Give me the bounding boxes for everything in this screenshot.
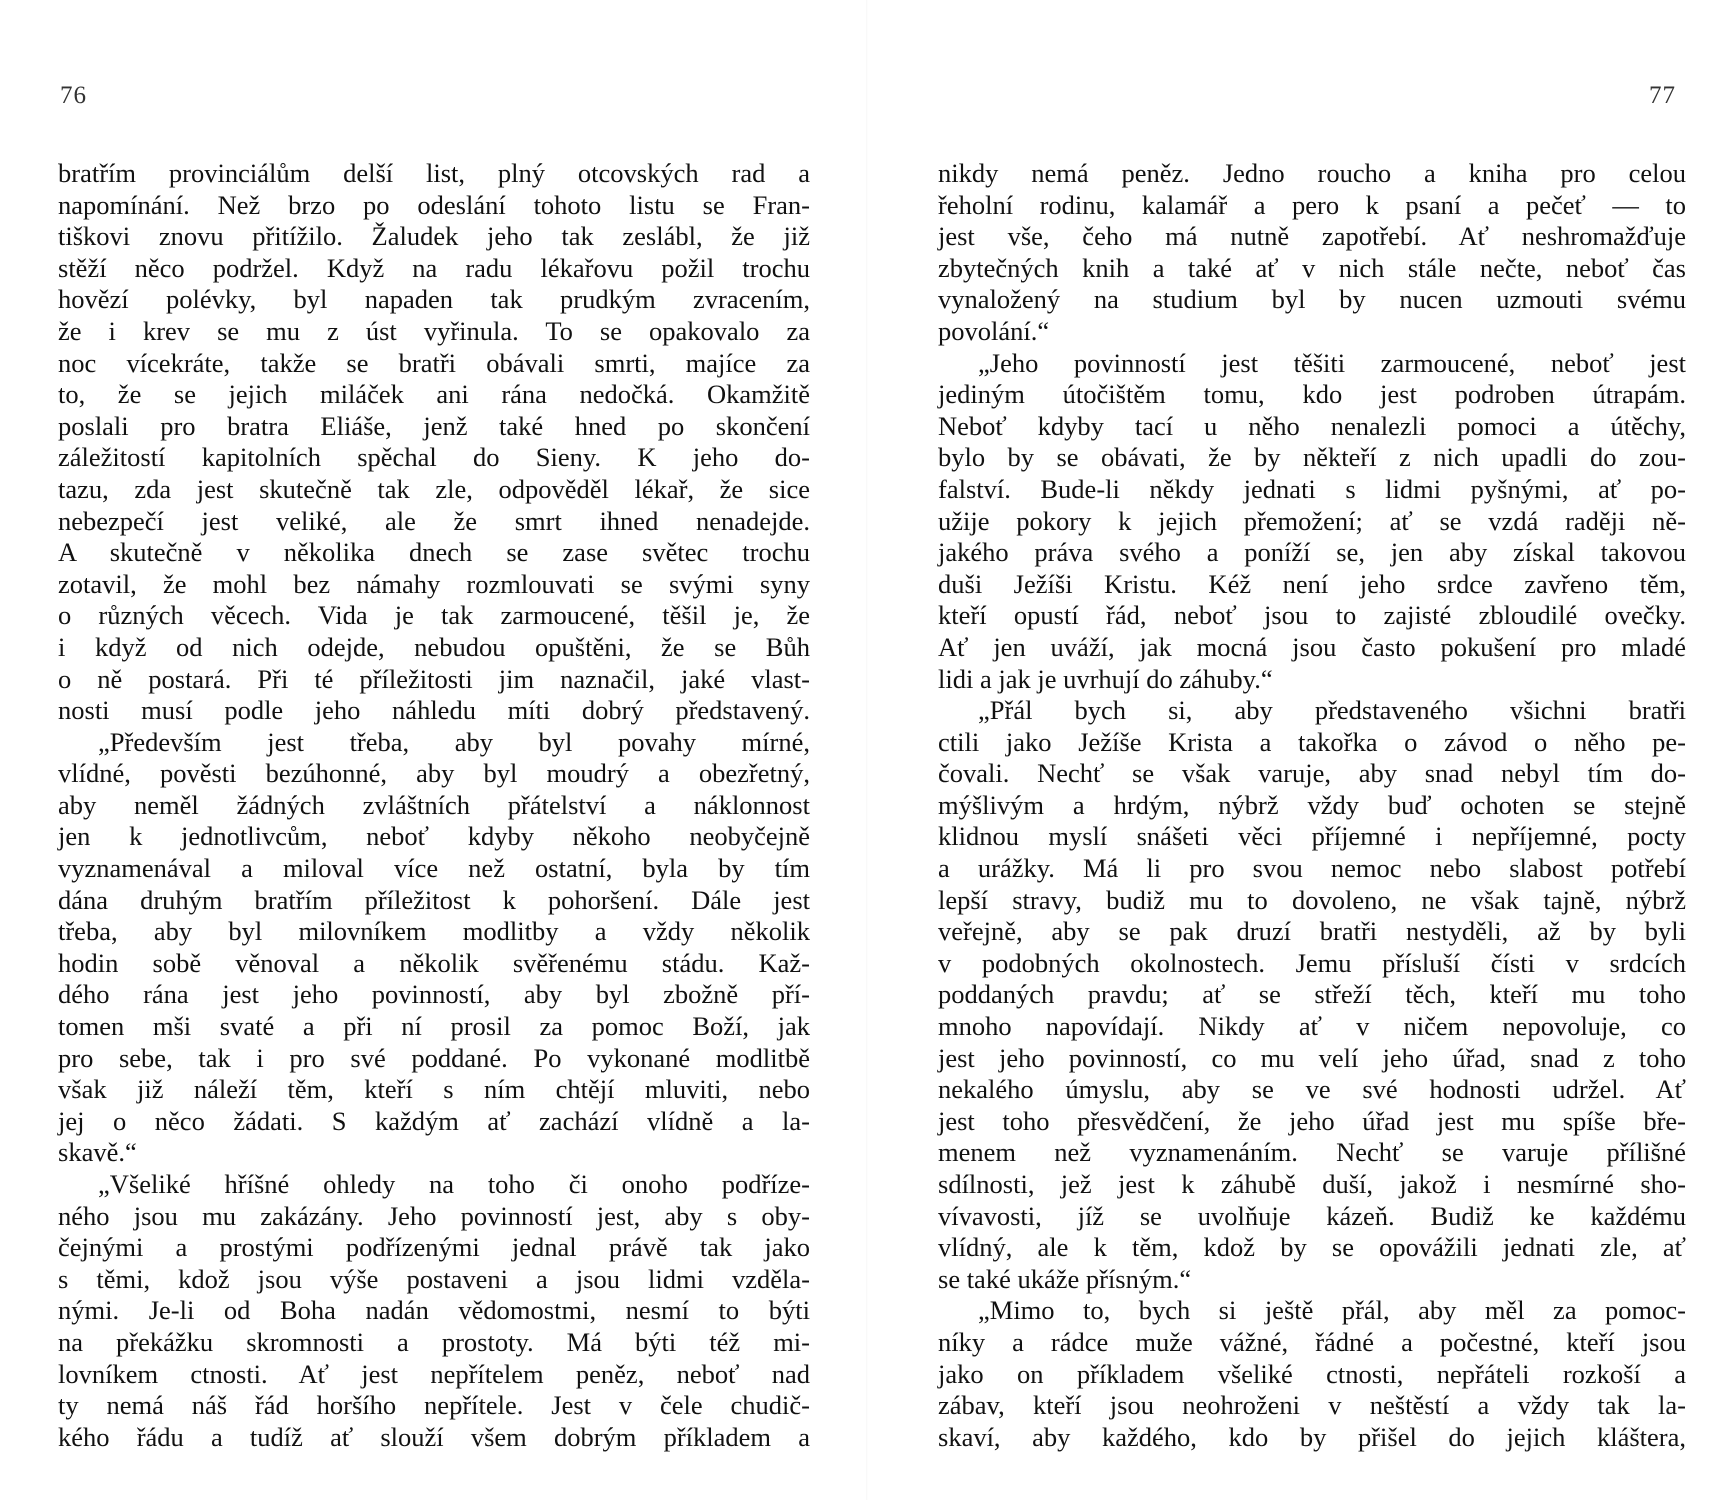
text-line: menem než vyznamenáním. Nechť se varuje přílišné — [938, 1137, 1686, 1168]
text-line: poddaných pravdu; ať se střeží těch, kteří mu toho — [938, 979, 1686, 1010]
text-line: Ať jen uváží, jak mocná jsou často pokušení pro mladé — [938, 631, 1686, 662]
right-page — [867, 0, 1734, 1500]
text-line: nekalého úmyslu, aby se ve své hodnosti udržel. Ať — [938, 1074, 1686, 1105]
text-line: jen k jednotlivcům, neboť kdyby někoho neobyčejně — [58, 821, 810, 852]
text-line: mýšlivým a hrdým, nýbrž vždy buď ochoten se stejně — [938, 789, 1686, 820]
text-line: dého rána jest jeho povinností, aby byl zbožně pří- — [58, 979, 810, 1010]
text-line: bratřím provinciálům delší list, plný otcovských rad a — [58, 158, 810, 188]
text-line: ty nemá náš řád horšího nepřítele. Jest v čele chudič- — [58, 1390, 810, 1421]
text-line: užije pokory k jejich přemožení; ať se vzdá raději ně- — [938, 505, 1686, 536]
text-line: nosti musí podle jeho náhledu míti dobrý představený. — [58, 695, 810, 726]
text-line: kteří opustí řád, neboť jsou to zajisté zbloudilé ovečky. — [938, 600, 1686, 631]
text-line: noc vícekráte, takže se bratři obávali smrti, majíce za — [58, 347, 810, 378]
text-line: ného jsou mu zakázány. Jeho povinností jest, aby s oby- — [58, 1200, 810, 1231]
text-line: poslali pro bratra Eliáše, jenž také hned po skončení — [58, 410, 810, 441]
text-line: „Přál bych si, aby představeného všichni bratři — [978, 695, 1686, 726]
text-line: veřejně, aby se pak druzí bratři nestyděli, až by byli — [938, 916, 1686, 947]
text-line: lepší stravy, budiž mu to dovoleno, ne však tajně, nýbrž — [938, 884, 1686, 915]
text-line: a urážky. Má li pro svou nemoc nebo slabost potřebí — [938, 853, 1686, 884]
text-line: pro sebe, tak i pro své poddané. Po vykonané modlitbě — [58, 1042, 810, 1073]
text-line: lovníkem ctnosti. Ať jest nepřítelem peněz, neboť nad — [58, 1358, 810, 1389]
text-line: „Především jest třeba, aby byl povahy mírné, — [98, 726, 810, 757]
text-line: povolání.“ — [938, 315, 1050, 346]
text-line: čejnými a prostými podřízenými jednal právě tak jako — [58, 1232, 810, 1263]
text-line: vyznamenával a miloval více než ostatní, byla by tím — [58, 853, 810, 884]
text-line: „Jeho povinností jest těšiti zarmoucené, neboť jest — [978, 347, 1686, 378]
text-line: jest vše, čeho má nutně zapotřebí. Ať neshromažďuje — [938, 221, 1686, 252]
text-line: „Všeliké hříšné ohledy na toho či onoho podříze- — [98, 1169, 810, 1199]
text-line: „Mimo to, bych si ještě přál, aby měl za pomoc- — [978, 1295, 1686, 1326]
text-line: to, že se jejich miláček ani rána nedočká. Okamžitě — [58, 379, 810, 410]
text-line: dána druhým bratřím příležitost k pohoršení. Dále jest — [58, 884, 810, 915]
text-line: jako on příkladem všeliké ctnosti, nepřáteli rozkoší a — [938, 1358, 1686, 1389]
text-line: že i krev se mu z úst vyřinula. To se opakovalo za — [58, 315, 810, 346]
text-line: se také ukáže přísným.“ — [938, 1263, 1192, 1294]
text-line: A skutečně v několika dnech se zase světec trochu — [58, 537, 810, 568]
text-line: zbytečných knih a také ať v nich stále nečte, neboť čas — [938, 252, 1686, 283]
text-line: vynaložený na studium byl by nucen uzmouti svému — [938, 284, 1686, 315]
text-line: v podobných okolnostech. Jemu přísluší čísti v srdcích — [938, 947, 1686, 978]
text-line: skavě.“ — [58, 1137, 137, 1168]
text-line: vívavosti, jíž se uvolňuje kázeň. Budiž ke každému — [938, 1200, 1686, 1231]
text-line: stěží něco podržel. Když na radu lékařovu požil trochu — [58, 252, 810, 283]
text-line: o ně postará. Při té příležitosti jim naznačil, jaké vlast- — [58, 663, 810, 694]
text-line: čovali. Nechť se však varuje, aby snad nebyl tím do- — [938, 758, 1686, 789]
text-line: skaví, aby každého, kdo by přišel do jejich kláštera, — [938, 1421, 1686, 1452]
text-line: ctili jako Ježíše Krista a takořka o závod o něho pe- — [938, 726, 1686, 757]
text-line: s těmi, kdož jsou výše postaveni a jsou lidmi vzděla- — [58, 1263, 810, 1294]
text-line: vlídný, ale k těm, kdož by se opovážili jednati zle, ať — [938, 1232, 1686, 1263]
text-line: nikdy nemá peněz. Jedno roucho a kniha pro celou — [938, 158, 1686, 188]
text-line: tomen mši svaté a při ní prosil za pomoc Boží, jak — [58, 1011, 810, 1042]
text-line: hodin sobě věnoval a několik svěřenému stádu. Kaž- — [58, 947, 810, 978]
right-page-text — [938, 158, 1686, 1453]
text-line: tiškovi znovu přitížilo. Žaludek jeho tak zeslábl, že již — [58, 221, 810, 252]
text-line: kého řádu a tudíž ať slouží všem dobrým příkladem a — [58, 1421, 810, 1452]
text-line: řeholní rodinu, kalamář a pero k psaní a pečeť — to — [938, 189, 1686, 220]
text-line: níky a rádce muže vážné, řádné a počestné, kteří jsou — [938, 1326, 1686, 1357]
text-line: vlídné, pověsti bezúhonné, aby byl moudrý a obezřetný, — [58, 758, 810, 789]
text-line: hovězí polévky, byl napaden tak prudkým zvracením, — [58, 284, 810, 315]
text-line: klidnou myslí snášeti věci příjemné i nepříjemné, pocty — [938, 821, 1686, 852]
text-line: bylo by se obávati, že by někteří z nich upadli do zou- — [938, 442, 1686, 473]
text-line: jakého práva svého a poníží se, jen aby získal takovou — [938, 537, 1686, 568]
text-line: zotavil, že mohl bez námahy rozmlouvati se svými syny — [58, 568, 810, 599]
text-line: jediným útočištěm tomu, kdo jest podroben útrapám. — [938, 379, 1686, 410]
text-line: nebezpečí jest veliké, ale že smrt ihned nenadejde. — [58, 505, 810, 536]
text-line: tazu, zda jest skutečně tak zle, odpověděl lékař, že sice — [58, 473, 810, 504]
text-line: třeba, aby byl milovníkem modlitby a vždy několik — [58, 916, 810, 947]
text-line: však již náleží těm, kteří s ním chtějí mluviti, nebo — [58, 1074, 810, 1105]
left-page-text — [58, 158, 810, 1453]
text-line: Neboť kdyby tací u něho nenalezli pomoci a útěchy, — [938, 410, 1686, 441]
text-line: záležitostí kapitolních spěchal do Sieny. K jeho do- — [58, 442, 810, 473]
text-line: mnoho napovídají. Nikdy ať v ničem nepovoluje, co — [938, 1011, 1686, 1042]
text-line: nými. Je-li od Boha nadán vědomostmi, nesmí to býti — [58, 1295, 810, 1326]
text-line: i když od nich odejde, nebudou opuštěni, že se Bůh — [58, 631, 810, 662]
right-page-number: 77 — [1649, 82, 1676, 109]
text-line: sdílnosti, jež jest k záhubě duší, jakož i nesmírné sho- — [938, 1169, 1686, 1199]
text-line: o různých věcech. Vida je tak zarmoucené, těšil je, že — [58, 600, 810, 631]
text-line: lidi a jak je uvrhují do záhuby.“ — [938, 663, 1273, 694]
text-line: aby neměl žádných zvláštních přátelství a náklonnost — [58, 789, 810, 820]
text-line: falství. Bude-li někdy jednati s lidmi pyšnými, ať po- — [938, 473, 1686, 504]
text-line: na překážku skromnosti a prostoty. Má býti též mi- — [58, 1326, 810, 1357]
left-page-number: 76 — [60, 82, 87, 109]
text-line: napomínání. Než brzo po odeslání tohoto listu se Fran- — [58, 189, 810, 220]
text-line: jej o něco žádati. S každým ať zachází vlídně a la- — [58, 1105, 810, 1136]
text-line: jest toho přesvědčení, že jeho úřad jest mu spíše bře- — [938, 1105, 1686, 1136]
text-line: jest jeho povinností, co mu velí jeho úřad, snad z toho — [938, 1042, 1686, 1073]
text-line: duši Ježíši Kristu. Kéž není jeho srdce zavřeno těm, — [938, 568, 1686, 599]
text-line: zábav, kteří jsou neohroženi v neštěstí a vždy tak la- — [938, 1390, 1686, 1421]
